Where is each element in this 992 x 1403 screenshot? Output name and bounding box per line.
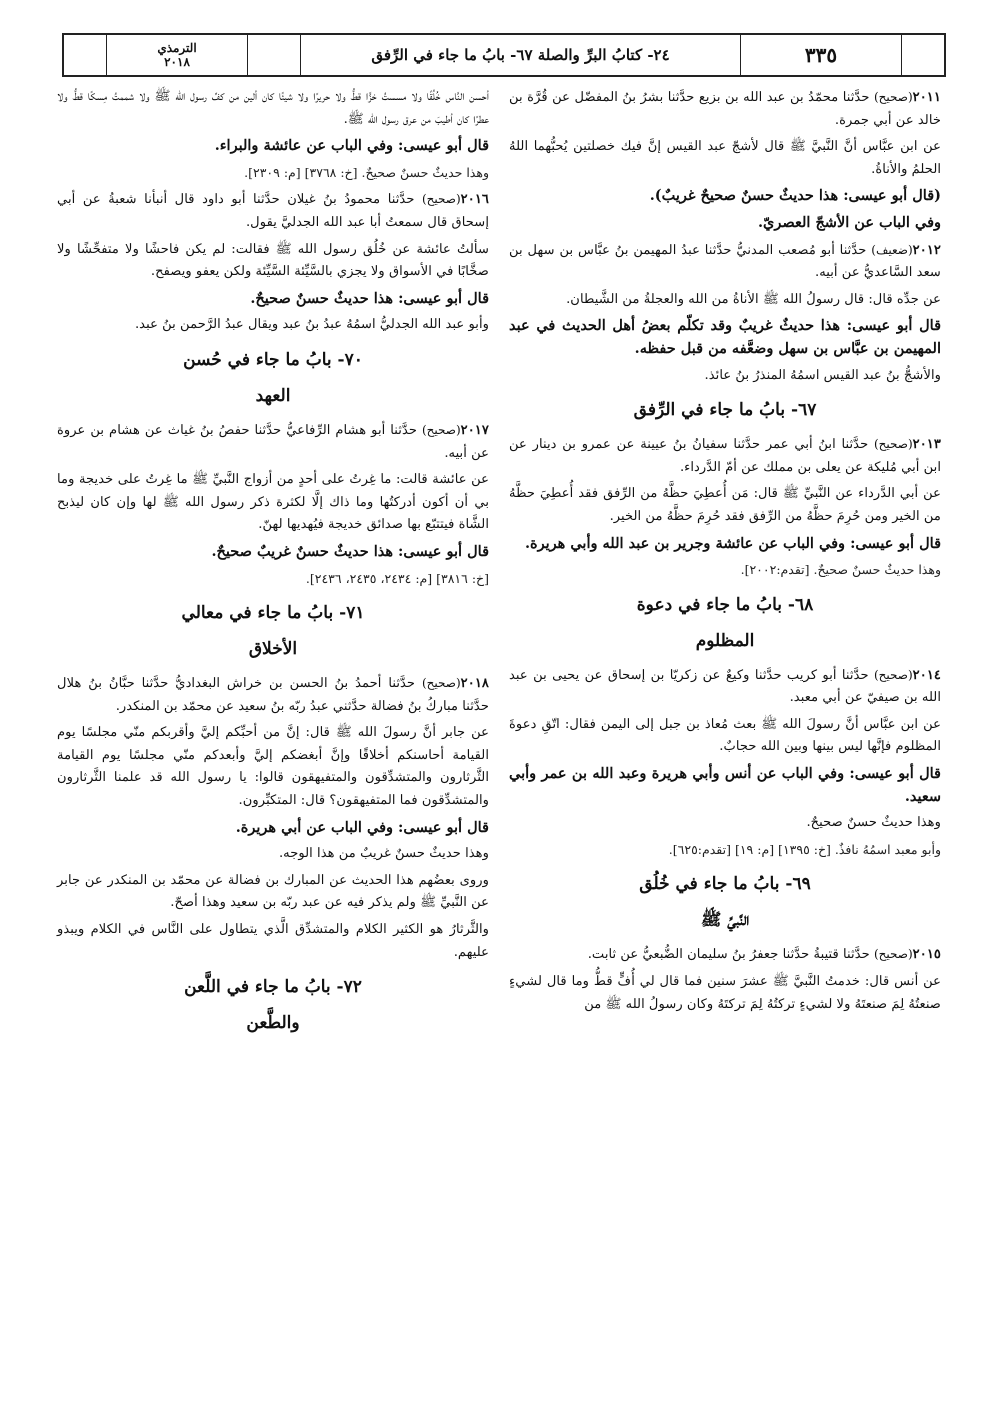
left-column <box>57 86 489 1046</box>
body-paragraph: عن أنس قال: خدمتُ النَّبيَّ ﷺ عشرَ سنين فما قال لي أُفٍّ قطُّ وما قال لشيءٍ صنعتُهُ لِمَ صنعتَهُ ولا لشيءٍ تركتُهُ لِمَ تركتَهُ وكان رسولُ الله ﷺ من <box>509 974 941 1012</box>
hadith-paragraph <box>509 664 941 710</box>
header-blank-right <box>902 35 944 75</box>
hadith-number: ٢٠١٧ <box>460 422 489 438</box>
author-comment: قال أبو عيسى: وفي الباب عن عائشة والبراء. <box>214 137 489 155</box>
header-title: ٢٤- كتابُ البرِّ والصلة ٦٧- بابُ ما جاء في الرِّفق <box>301 35 741 75</box>
chapter-heading <box>57 345 489 411</box>
author-comment: قال أبو عيسى: وفي الباب عن أبي هريرة. <box>235 818 489 836</box>
body-paragraph: سألتُ عائشة عن خُلُق رسول الله ﷺ فقالت: لم يكن فاحشًا ولا متفحِّشًا ولا صخَّابًا في الأسواق ولا يجزي بالسَّيِّئة السَّيِّئة ولكن يعفو ويصفح. <box>57 241 489 280</box>
chapter-heading <box>509 590 941 656</box>
hadith-chain: حدَّثنا قتيبةُ حدَّثنا جعفرُ بنُ سليمان الضُّبعيُّ عن ثابت. <box>587 947 870 963</box>
hadith-grade: (صحيح) <box>873 947 913 962</box>
chapter-heading-line2: المظلوم <box>695 630 755 651</box>
header-blank-left <box>64 35 107 75</box>
hadith-grade: (صحيح) <box>421 676 461 691</box>
reference-note: وأبو معبد اسمُهُ نافذٌ. [خ: ١٣٩٥] [م: ١٩] [تقدم:٦٢٥]. <box>668 841 941 857</box>
header-blank-middle <box>248 35 301 75</box>
hadith-chain: حدَّثنا أبو هشام الرِّفاعيُّ حدَّثنا حفصُ بنُ غياث عن هشام بن عروة عن أبيه. <box>57 422 489 461</box>
hadith-paragraph <box>509 239 941 285</box>
author-comment: قال أبو عيسى: هذا حديثٌ غريبٌ وقد تكلّم بعضُ أهل الحديث في عبد المهيمن بن عبَّاس بن سهل وضعَّفه من قبل حفظه. <box>509 317 941 357</box>
hadith-paragraph <box>509 86 941 132</box>
chapter-heading-line2: الأخلاق <box>248 639 298 660</box>
hadith-grade: (صحيح) <box>873 90 913 104</box>
body-paragraph: والثَّرثارُ هو الكثير الكلام والمتشدِّق الَّذي يتطاول على النَّاس في الكلام ويبذو عليهم. <box>57 922 489 960</box>
header-ref-number: ٢٠١٨ <box>164 55 190 69</box>
author-comment: وفي الباب عن الأشجّ العصريّ. <box>757 213 941 231</box>
reference-note: وهذا حديثٌ حسنٌ صحيحٌ. [تقدم:٢٠٠٢]. <box>740 562 941 578</box>
chapter-heading-line2: والطَّعن <box>246 1013 300 1034</box>
header-page-number: ٣٣٥ <box>741 35 902 75</box>
chapter-heading-line2: النَّبيِّ ﷺ <box>700 910 750 931</box>
body-paragraph: أحسن النَّاس خُلُقًا ولا مسستُ خزًّا قطُّ ولا حريرًا ولا شيئًا كان ألين من كفِّ رسول الله ﷺ ولا شممتُ مِسكًا قطُّ ولا عطرًا كان أطيبَ من عرق رسول الله ﷺ. <box>57 89 489 127</box>
author-comment: قال أبو عيسى: هذا حديثٌ حسنٌ صحيحٌ. <box>250 289 489 307</box>
chapter-heading <box>509 869 941 935</box>
chapter-heading-line1: ٧١- بابُ ما جاء في معالي <box>181 603 365 624</box>
author-comment: (قال أبو عيسى: هذا حديثٌ حسنٌ صحيحٌ غريبٌ). <box>649 187 941 205</box>
chapter-heading-line1: ٧٠- بابُ ما جاء في حُسن <box>183 349 363 370</box>
chapter-heading-line1: ٦٧- بابُ ما جاء في الرِّفق <box>633 400 817 421</box>
hadith-chain: حدَّثنا أبو مُصعب المدنيُّ حدَّثنا عبدُ المهيمن بنُ عبَّاس بن سهل بن سعد السَّاعديُّ عن أبيه. <box>509 242 941 281</box>
reference-note: وهذا حديثٌ حسنٌ صحيحٌ. [خ: ٣٧٦٨] [م: ٢٣٠٩]. <box>244 164 489 180</box>
header-ref-title: الترمذي <box>157 41 197 55</box>
hadith-chain: حدَّثنا ابنُ أبي عمر حدَّثنا سفيانُ بنُ عيينة عن عمرو بن دينار عن ابن أبي مُليكة عن يعلى بن مملك عن أمّ الدَّرداء. <box>509 437 941 475</box>
chapter-heading <box>509 395 941 425</box>
hadith-number: ٢٠١٦ <box>460 192 489 208</box>
body-paragraph: عن ابن عبَّاس أنَّ رسولَ الله ﷺ بعث مُعاذ بن جبل إلى اليمن فقال: اتّقِ دعوةَ المظلوم فإنَّها ليس بينها وبين الله حجابٌ. <box>509 716 941 755</box>
author-comment: قال أبو عيسى: وفي الباب عن عائشة وجرير بن عبد الله وأبي هريرة. <box>524 534 941 552</box>
chapter-heading-line2: العهد <box>255 385 291 406</box>
page-header <box>62 33 946 77</box>
hadith-chain: حدَّثنا محمودُ بنُ غيلان حدَّثنا أبو داود قال أنبأنا شعبةُ عن أبي إسحاق قال سمعتُ أبا عبد الله الجدليَّ يقول. <box>57 192 489 230</box>
hadith-paragraph <box>57 419 489 465</box>
chapter-heading <box>57 972 489 1038</box>
body-paragraph: عن جابر أنَّ رسولَ الله ﷺ قال: إنَّ من أحبِّكم إليَّ وأقربكم منّي مجلسًا يوم القيامة أحاسنكم أخلاقًا وإنَّ أبغضكم إليَّ وأبعدكم منّي مجلسًا يوم القيامة الثَّرثارون والمتشدِّقون والمتفيهقون قالوا: يا رسول الله قد علمنا الثَّرثارون والمتشدِّقون فما المتفيهقون؟ قال: المتكبِّرون. <box>57 725 489 809</box>
body-paragraph: عن ابن عبَّاس أنَّ النَّبيَّ ﷺ قال لأشجّ عبد القيس إنَّ فيك خصلتين يُحبُّهما اللهُ الحلمُ والأناةُ. <box>509 139 941 177</box>
hadith-number: ٢٠١٨ <box>460 676 489 692</box>
hadith-chain: حدَّثنا أحمدُ بنُ الحسن بن خراش البغداديُّ حدَّثنا حبَّانُ بنُ هلال حدَّثنا مباركُ بنُ فضالة حدَّثني عبدُ ربّه بنُ سعيد عن محمّد بن المنكدر. <box>57 676 489 714</box>
hadith-chain: حدَّثنا محمّدُ بن عبد الله بن بزيع حدَّثنا بشرُ بنُ المفضّل عن قُرَّة بن خالد عن أبي جمرة. <box>509 90 941 128</box>
hadith-grade: (صحيح) <box>873 437 913 452</box>
hadith-number: ٢٠١٢ <box>912 242 941 258</box>
body-paragraph: وهذا حديثٌ حسنٌ صحيحٌ. <box>806 815 941 831</box>
hadith-grade: (صحيح) <box>421 422 461 437</box>
body-paragraph: عن عائشة قالت: ما غِرتُ على أحدٍ من أزواج النَّبيِّ ﷺ ما غِرتُ على خديجة وما بي أن أكون أدركتُها وما ذاك إلَّا لكثرة ذكر رسول الله ﷺ لها وإن كان ليذبح الشَّاة فيتتبّع بها صدائق خديجة فيُهديها لهنّ. <box>57 472 489 533</box>
author-comment: قال أبو عيسى: وفي الباب عن أنس وأبي هريرة وعبد الله بن عمر وأبي سعيد. <box>509 765 941 805</box>
chapter-heading-line1: ٧٢- بابُ ما جاء في اللَّعن <box>184 977 362 998</box>
chapter-heading-line1: ٦٩- بابُ ما جاء في خُلُق <box>639 874 811 895</box>
header-reference <box>107 35 248 75</box>
body-paragraph: عن أبي الدَّرداء عن النَّبيِّ ﷺ قال: مَن أُعطِيَ حظَّهُ من الرِّفق فقد أُعطِيَ حظَّهُ من الخير ومن حُرِمَ حظَّهُ من الرِّفق فقد حُرِمَ حظَّهُ من الخير. <box>509 486 941 524</box>
hadith-number: ٢٠١٤ <box>912 667 942 683</box>
right-column <box>509 86 941 1020</box>
body-paragraph: وروى بعضُهم هذا الحديث عن المبارك بن فضالة عن محمّد بن المنكدر عن جابر عن النَّبيِّ ﷺ ولم يذكر فيه عن عبد ربّه بن سعيد وهذا أصحّ. <box>57 872 489 911</box>
body-paragraph: عن جدِّه قال: قال رسولُ الله ﷺ الأناةُ من الله والعجلةُ من الشَّيطان. <box>566 291 941 307</box>
reference-note: [خ: ٣٨١٦] [م: ٢٤٣٤، ٢٤٣٥، ٢٤٣٦]. <box>305 570 489 586</box>
body-paragraph: وهذا حديثٌ حسنٌ غريبٌ من هذا الوجه. <box>278 846 489 862</box>
body-paragraph: وأبو عبد الله الجدليُّ اسمُهُ عبدُ بنُ عبد ويقال عبدُ الرَّحمن بنُ عبد. <box>134 317 489 333</box>
hadith-paragraph <box>509 433 941 479</box>
chapter-heading-line1: ٦٨- بابُ ما جاء في دعوة <box>636 594 814 615</box>
hadith-number: ٢٠١١ <box>912 90 941 105</box>
author-comment: قال أبو عيسى: هذا حديثٌ حسنٌ غريبٌ صحيحٌ. <box>211 542 489 560</box>
hadith-grade: (صحيح) <box>421 192 461 207</box>
hadith-paragraph <box>57 672 489 718</box>
hadith-grade: (صحيح) <box>874 667 913 682</box>
hadith-number: ٢٠١٥ <box>912 947 941 963</box>
chapter-heading <box>57 598 489 664</box>
hadith-paragraph <box>57 188 489 234</box>
hadith-grade: (ضعيف) <box>871 242 913 257</box>
body-paragraph: والأشجُّ بنُ عبد القيس اسمُهُ المنذرُ بنُ عائذ. <box>704 367 941 383</box>
hadith-number: ٢٠١٣ <box>912 437 941 453</box>
hadith-paragraph <box>509 943 941 967</box>
hadith-chain: حدَّثنا أبو كريب حدَّثنا وكيعٌ عن زكريّا بن إسحاق عن يحيى بن عبد الله بن صيفيّ عن أبي معبد. <box>509 667 941 706</box>
